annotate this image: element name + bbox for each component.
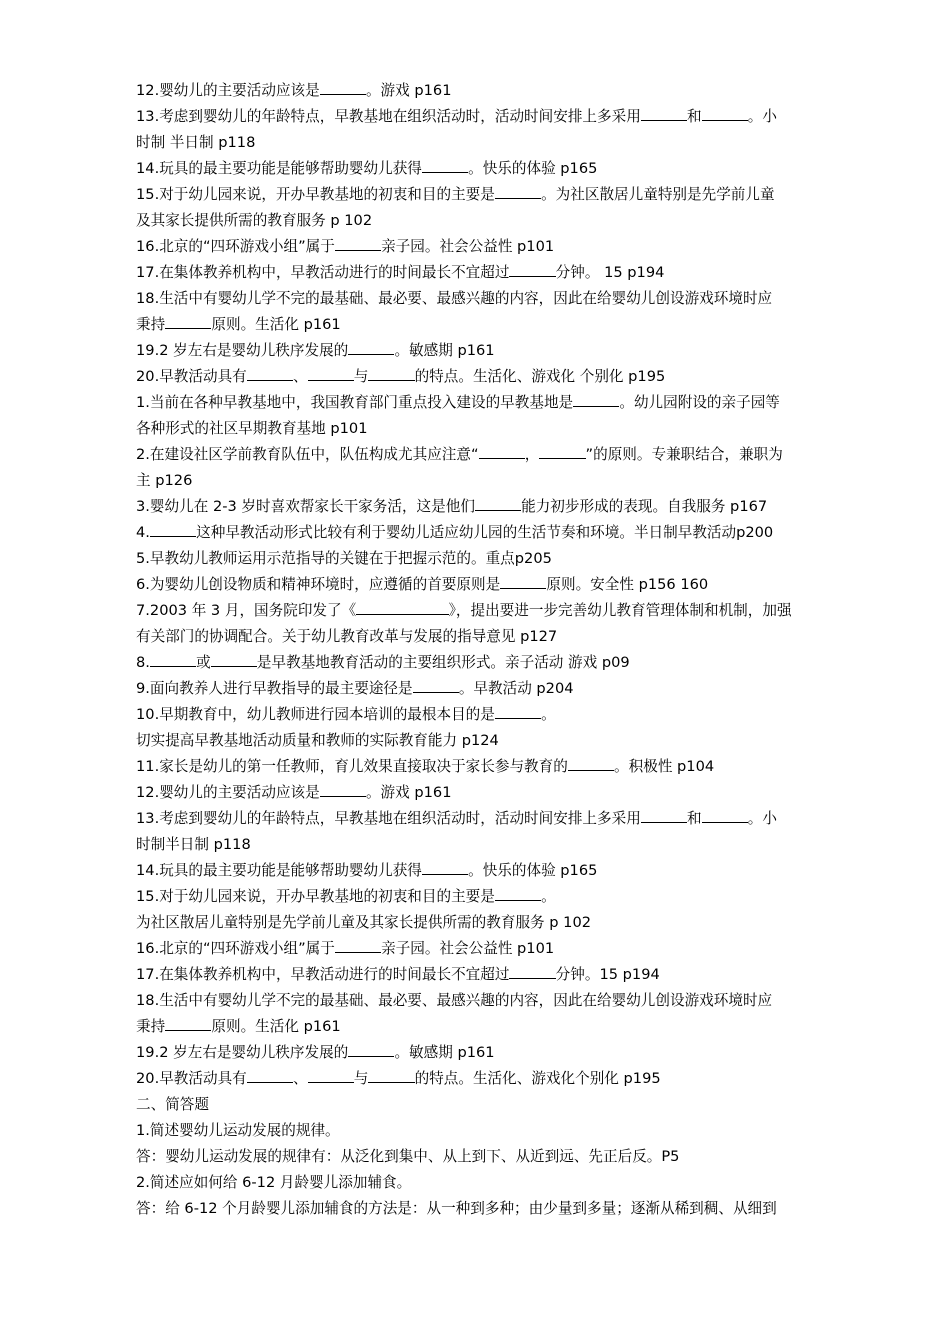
line-text: 、: [292, 368, 308, 385]
line-text: 12.婴幼儿的主要活动应该是: [136, 784, 320, 801]
line-text: 2.简述应如何给 6-12 月龄婴儿添加辅食。: [136, 1174, 412, 1191]
text-line: [136, 858, 876, 884]
line-text: 秉持: [136, 1018, 166, 1035]
text-line: [136, 572, 876, 598]
text-line: [136, 884, 876, 910]
line-text: 。小: [747, 108, 777, 125]
fill-in-blank: [413, 676, 459, 693]
text-line: [136, 156, 876, 182]
fill-in-blank: [335, 234, 381, 251]
line-text: 18.生活中有婴幼儿学不完的最基础、最必要、最感兴趣的内容，因此在给婴幼儿创设游戏环境时应: [136, 992, 773, 1009]
text-line: [136, 390, 876, 416]
text-line: [136, 416, 876, 442]
line-text: 4.: [136, 524, 150, 541]
line-text: 或: [196, 654, 211, 671]
line-text: 8.: [136, 654, 150, 671]
line-text: 2.在建设社区学前教育队伍中，队伍构成尤其应注意“: [136, 446, 479, 463]
line-text: 7.2003 年 3 月，国务院印发了《: [136, 602, 357, 619]
line-text: 9.面向教养人进行早教指导的最主要途径是: [136, 680, 413, 697]
fill-in-blank: [308, 364, 354, 381]
fill-in-blank: [509, 260, 555, 277]
fill-in-blank: [475, 494, 521, 511]
line-text: 5.早教幼儿教师运用示范指导的关键在于把握示范的。重点p205: [136, 550, 552, 567]
text-line: [136, 806, 876, 832]
line-text: 原则。生活化 p161: [211, 316, 341, 333]
text-line: [136, 1040, 876, 1066]
line-text: 原则。安全性 p156 160: [546, 576, 709, 593]
text-line: [136, 1170, 876, 1196]
text-line: [136, 598, 876, 624]
text-line: [136, 910, 876, 936]
text-line: [136, 468, 876, 494]
fill-in-blank: [320, 78, 366, 95]
text-line: [136, 1196, 876, 1222]
line-text: 亲子园。社会公益性 p101: [381, 238, 555, 255]
fill-in-blank: [702, 104, 748, 121]
line-text: 19.2 岁左右是婴幼儿秩序发展的: [136, 1044, 349, 1061]
fill-in-blank: [211, 650, 257, 667]
text-line: [136, 650, 876, 676]
fill-in-blank: [495, 702, 541, 719]
fill-in-blank: [247, 1066, 293, 1083]
text-line: [136, 312, 876, 338]
fill-in-blank: [348, 1040, 394, 1057]
line-text: ，: [524, 446, 540, 463]
line-text: 有关部门的协调配合。关于幼儿教育改革与发展的指导意见 p127: [136, 628, 558, 645]
fill-in-blank: [500, 572, 546, 589]
text-line: [136, 130, 876, 156]
line-text: 11.家长是幼儿的第一任教师，育儿效果直接取决于家长参与教育的: [136, 758, 568, 775]
line-text: 14.玩具的最主要功能是能够帮助婴幼儿获得: [136, 160, 422, 177]
line-text: 14.玩具的最主要功能是能够帮助婴幼儿获得: [136, 862, 422, 879]
line-text: 10.早期教育中，幼儿教师进行园本培训的最根本目的是: [136, 706, 495, 723]
text-line: [136, 832, 876, 858]
line-text: 1.当前在各种早教基地中，我国教育部门重点投入建设的早教基地是: [136, 394, 574, 411]
line-text: 3.婴幼儿在 2-3 岁时喜欢帮家长干家务活，这是他们: [136, 498, 475, 515]
line-text: 各种形式的社区早期教育基地 p101: [136, 420, 368, 437]
text-line: [136, 962, 876, 988]
line-text: 15.对于幼儿园来说，开办早教基地的初衷和目的主要是: [136, 888, 495, 905]
line-text: 切实提高早教基地活动质量和教师的实际教育能力 p124: [136, 732, 499, 749]
line-text: 17.在集体教养机构中，早教活动进行的时间最长不宜超过: [136, 966, 510, 983]
text-line: [136, 208, 876, 234]
line-text: 12.婴幼儿的主要活动应该是: [136, 82, 320, 99]
line-text: 20.早教活动具有: [136, 368, 247, 385]
text-line: [136, 728, 876, 754]
fill-in-blank: [335, 936, 381, 953]
line-text: 17.在集体教养机构中，早教活动进行的时间最长不宜超过: [136, 264, 510, 281]
text-line: [136, 676, 876, 702]
line-text: ”的原则。专兼职结合，兼职为: [585, 446, 783, 463]
line-text: 原则。生活化 p161: [211, 1018, 341, 1035]
line-text: 秉持: [136, 316, 166, 333]
fill-in-blank: [150, 650, 196, 667]
text-line: [136, 104, 876, 130]
line-text: 。早教活动 p204: [458, 680, 574, 697]
line-text: 。快乐的体验 p165: [468, 160, 598, 177]
text-line: [136, 182, 876, 208]
fill-in-blank: [479, 442, 525, 459]
fill-in-blank: [356, 598, 448, 615]
fill-in-blank: [308, 1066, 354, 1083]
text-line: [136, 494, 876, 520]
fill-in-blank: [573, 390, 619, 407]
line-text: 的特点。生活化、游戏化个别化 p195: [414, 1070, 661, 1087]
line-text: 18.生活中有婴幼儿学不完的最基础、最必要、最感兴趣的内容，因此在给婴幼儿创设游戏环境时应: [136, 290, 773, 307]
line-text: 答：婴幼儿运动发展的规律有：从泛化到集中、从上到下、从近到远、先正后反。P5: [136, 1148, 680, 1165]
line-text: 的特点。生活化、游戏化 个别化 p195: [414, 368, 666, 385]
fill-in-blank: [641, 104, 687, 121]
line-text: 时制半日制 p118: [136, 836, 251, 853]
document-page: [136, 78, 876, 1222]
line-text: 及其家长提供所需的教育服务 p 102: [136, 212, 373, 229]
line-text: 。为社区散居儿童特别是先学前儿童: [541, 186, 775, 203]
fill-in-blank: [702, 806, 748, 823]
line-text: 19.2 岁左右是婴幼儿秩序发展的: [136, 342, 349, 359]
line-text: 13.考虑到婴幼儿的年龄特点，早教基地在组织活动时，活动时间安排上多采用: [136, 810, 641, 827]
text-line: [136, 234, 876, 260]
fill-in-blank: [165, 1014, 211, 1031]
line-text: 16.北京的“四环游戏小组”属于: [136, 940, 335, 957]
line-text: 。游戏 p161: [365, 82, 452, 99]
line-text: 15.对于幼儿园来说，开办早教基地的初衷和目的主要是: [136, 186, 495, 203]
fill-in-blank: [368, 1066, 414, 1083]
text-line: [136, 936, 876, 962]
line-text: 。: [541, 706, 556, 723]
line-text: 16.北京的“四环游戏小组”属于: [136, 238, 335, 255]
line-text: 与: [353, 1070, 369, 1087]
line-text: 为社区散居儿童特别是先学前儿童及其家长提供所需的教育服务 p 102: [136, 914, 592, 931]
line-text: 。幼儿园附设的亲子园等: [619, 394, 780, 411]
text-line: [136, 702, 876, 728]
line-text: 亲子园。社会公益性 p101: [381, 940, 555, 957]
text-line: [136, 78, 876, 104]
text-line: [136, 1066, 876, 1092]
line-text: 主 p126: [136, 472, 193, 489]
line-text: 和: [687, 108, 702, 125]
text-line: [136, 338, 876, 364]
line-text: 时制 半日制 p118: [136, 134, 256, 151]
fill-in-blank: [641, 806, 687, 823]
fill-in-blank: [509, 962, 555, 979]
line-text: 答：给 6-12 个月龄婴儿添加辅食的方法是：从一种到多种；由少量到多量；逐渐从稀到稠、从细到: [136, 1200, 777, 1217]
line-text: 。快乐的体验 p165: [468, 862, 598, 879]
line-text: 与: [353, 368, 369, 385]
text-line: [136, 546, 876, 572]
line-text: 。积极性 p104: [614, 758, 715, 775]
line-text: 、: [292, 1070, 308, 1087]
line-text: 20.早教活动具有: [136, 1070, 247, 1087]
fill-in-blank: [495, 182, 541, 199]
line-text: 分钟。15 p194: [555, 966, 660, 983]
fill-in-blank: [495, 884, 541, 901]
line-text: 能力初步形成的表现。自我服务 p167: [521, 498, 768, 515]
fill-in-blank: [165, 312, 211, 329]
line-text: 是早教基地教育活动的主要组织形式。亲子活动 游戏 p09: [256, 654, 630, 671]
text-line: [136, 286, 876, 312]
line-text: 6.为婴幼儿创设物质和精神环境时，应遵循的首要原则是: [136, 576, 501, 593]
fill-in-blank: [348, 338, 394, 355]
line-text: 分钟。 15 p194: [555, 264, 665, 281]
line-text: 。小: [747, 810, 777, 827]
text-line: [136, 520, 876, 546]
text-line: [136, 1118, 876, 1144]
text-line: [136, 754, 876, 780]
text-line: [136, 442, 876, 468]
line-text: 二、简答题: [136, 1096, 209, 1113]
fill-in-blank: [150, 520, 196, 537]
fill-in-blank: [568, 754, 614, 771]
line-text: 1.简述婴幼儿运动发展的规律。: [136, 1122, 340, 1139]
line-text: 。: [541, 888, 556, 905]
line-text: 和: [687, 810, 702, 827]
line-text: 》，提出要进一步完善幼儿教育管理体制和机制，加强: [448, 602, 792, 619]
line-text: 。敏感期 p161: [394, 1044, 495, 1061]
fill-in-blank: [422, 156, 468, 173]
fill-in-blank: [247, 364, 293, 381]
line-text: 这种早教活动形式比较有利于婴幼儿适应幼儿园的生活节奏和环境。半日制早教活动p200: [196, 524, 774, 541]
line-text: 13.考虑到婴幼儿的年龄特点，早教基地在组织活动时，活动时间安排上多采用: [136, 108, 641, 125]
fill-in-blank: [368, 364, 414, 381]
line-text: 。敏感期 p161: [394, 342, 495, 359]
fill-in-blank: [320, 780, 366, 797]
fill-in-blank: [422, 858, 468, 875]
text-line: [136, 624, 876, 650]
text-line: [136, 1092, 876, 1118]
text-line: [136, 1014, 876, 1040]
line-text: 。游戏 p161: [365, 784, 452, 801]
text-line: [136, 1144, 876, 1170]
text-line: [136, 988, 876, 1014]
text-line: [136, 364, 876, 390]
text-line: [136, 780, 876, 806]
fill-in-blank: [539, 442, 585, 459]
text-line: [136, 260, 876, 286]
